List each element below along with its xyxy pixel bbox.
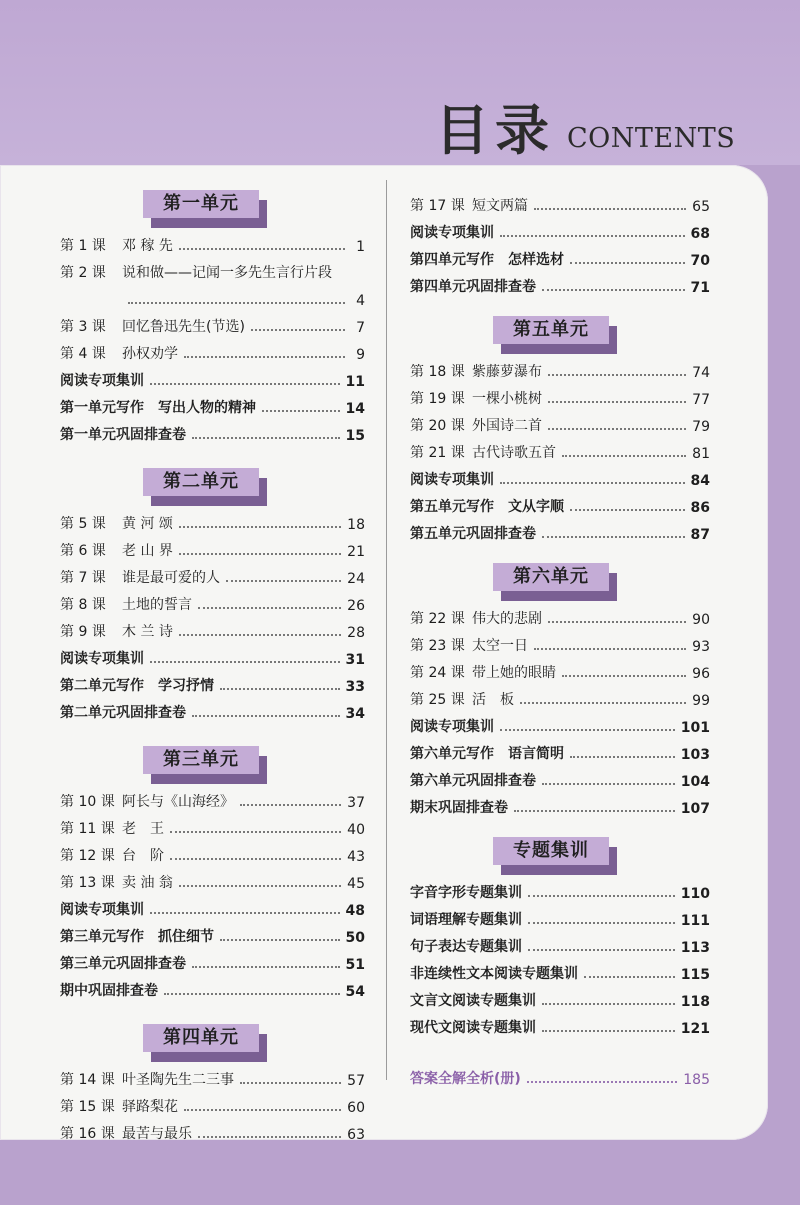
section-entry[interactable] xyxy=(60,946,365,973)
unit-heading xyxy=(143,746,365,784)
page-number: 113 xyxy=(680,940,710,956)
entry-title: 阿长与《山海经》 xyxy=(122,794,234,810)
leader-dots xyxy=(184,1109,341,1111)
page-number: 14 xyxy=(345,401,365,417)
page-number: 77 xyxy=(692,392,710,408)
entry-title: 第二单元巩固排查卷 xyxy=(60,705,186,721)
lesson-number: 第 18 课 xyxy=(410,364,465,380)
entry-title: 第五单元写作 文从字顺 xyxy=(410,499,564,515)
lesson-entry[interactable] xyxy=(410,354,710,381)
lesson-entry[interactable] xyxy=(410,682,710,709)
page-number: 18 xyxy=(347,517,365,533)
section-entry[interactable] xyxy=(60,973,365,1000)
leader-dots xyxy=(500,235,685,237)
lesson-number: 第 20 课 xyxy=(410,418,465,434)
page-number: 31 xyxy=(345,652,365,668)
lesson-number: 第 15 课 xyxy=(60,1099,115,1115)
section-entry[interactable] xyxy=(60,668,365,695)
lesson-entry[interactable] xyxy=(60,838,365,865)
page-number: 103 xyxy=(680,747,710,763)
entry-title: 邓 稼 先 xyxy=(122,238,173,254)
page-number: 79 xyxy=(692,419,710,435)
leader-dots xyxy=(170,858,341,860)
section-entry[interactable] xyxy=(60,417,365,444)
section-entry[interactable] xyxy=(410,763,710,790)
section-entry[interactable] xyxy=(410,875,710,902)
lesson-entry[interactable] xyxy=(410,601,710,628)
leader-dots xyxy=(528,895,675,897)
right-column xyxy=(410,188,710,1088)
page-number: 24 xyxy=(347,571,365,587)
unit-heading-label: 第四单元 xyxy=(143,1024,259,1052)
lesson-number: 第 1 课 xyxy=(60,238,106,254)
unit-heading-label: 第六单元 xyxy=(493,563,609,591)
entry-title: 卖 油 翁 xyxy=(122,875,173,891)
lesson-entry[interactable] xyxy=(410,381,710,408)
lesson-number: 第 16 课 xyxy=(60,1126,115,1142)
entry-title: 土地的誓言 xyxy=(122,597,192,613)
page-number: 81 xyxy=(692,446,710,462)
title-english: CONTENTS xyxy=(567,123,736,154)
page-number: 51 xyxy=(345,957,365,973)
entry-title: 期中巩固排查卷 xyxy=(60,983,158,999)
leader-dots xyxy=(128,302,345,304)
lesson-number: 第 2 课 xyxy=(60,265,106,281)
lesson-number: 第 25 课 xyxy=(410,692,465,708)
leader-dots xyxy=(514,810,675,812)
page-title xyxy=(435,88,736,162)
entry-title: 第五单元巩固排查卷 xyxy=(410,526,536,542)
left-column xyxy=(60,190,365,1143)
unit-heading-label: 第二单元 xyxy=(143,468,259,496)
section-entry[interactable] xyxy=(410,736,710,763)
entry-title: 木 兰 诗 xyxy=(122,624,173,640)
leader-dots xyxy=(198,607,341,609)
lesson-number: 第 19 课 xyxy=(410,391,465,407)
section-entry[interactable] xyxy=(410,709,710,736)
entry-title: 老 王 xyxy=(122,821,164,837)
section-entry[interactable] xyxy=(60,892,365,919)
section-entry[interactable] xyxy=(60,390,365,417)
lesson-entry[interactable] xyxy=(60,309,365,336)
page-number: 121 xyxy=(680,1021,710,1037)
section-entry[interactable] xyxy=(60,695,365,722)
entry-title: 阅读专项集训 xyxy=(410,225,494,241)
section-entry[interactable] xyxy=(410,269,710,296)
page-number: 37 xyxy=(347,795,365,811)
unit-heading xyxy=(143,1024,365,1062)
entry-title: 阅读专项集训 xyxy=(410,472,494,488)
section-entry[interactable] xyxy=(410,215,710,242)
entry-title: 台 阶 xyxy=(122,848,164,864)
entry-title: 活 板 xyxy=(472,692,514,708)
leader-dots xyxy=(179,248,345,250)
column-divider xyxy=(386,180,387,1080)
leader-dots xyxy=(170,831,341,833)
leader-dots xyxy=(150,912,340,914)
section-entry[interactable] xyxy=(410,489,710,516)
page-number: 99 xyxy=(692,693,710,709)
leader-dots xyxy=(562,675,686,677)
unit-heading xyxy=(493,563,710,601)
lesson-entry[interactable] xyxy=(60,614,365,641)
entry-title: 第三单元写作 抓住细节 xyxy=(60,929,214,945)
page-number: 86 xyxy=(690,500,710,516)
entry-title: 第四单元巩固排查卷 xyxy=(410,279,536,295)
entry-title: 第六单元写作 语言简明 xyxy=(410,746,564,762)
lesson-entry[interactable] xyxy=(60,506,365,533)
page-number: 96 xyxy=(692,666,710,682)
entry-title: 谁是最可爱的人 xyxy=(122,570,220,586)
section-entry[interactable] xyxy=(60,363,365,390)
page-number: 90 xyxy=(692,612,710,628)
title-chinese: 目录 xyxy=(435,99,555,162)
page-number: 48 xyxy=(345,903,365,919)
unit-heading-label: 专题集训 xyxy=(493,837,609,865)
section-entry[interactable] xyxy=(410,790,710,817)
lesson-number: 第 13 课 xyxy=(60,875,115,891)
lesson-entry[interactable] xyxy=(410,628,710,655)
spacer xyxy=(410,817,710,837)
page-number: 65 xyxy=(692,199,710,215)
leader-dots xyxy=(520,702,686,704)
lesson-number: 第 4 课 xyxy=(60,346,106,362)
entry-title: 说和做——记闻一多先生言行片段 xyxy=(122,265,332,281)
page-number: 93 xyxy=(692,639,710,655)
lesson-entry[interactable] xyxy=(410,655,710,682)
lesson-number: 第 17 课 xyxy=(410,198,465,214)
entry-title: 阅读专项集训 xyxy=(410,719,494,735)
page-number: 28 xyxy=(347,625,365,641)
unit-heading-label: 第五单元 xyxy=(493,316,609,344)
page-number: 15 xyxy=(345,428,365,444)
leader-dots xyxy=(570,262,685,264)
page-number: 87 xyxy=(690,527,710,543)
leader-dots xyxy=(150,383,340,385)
spacer xyxy=(410,543,710,563)
lesson-number: 第 9 课 xyxy=(60,624,106,640)
unit-heading xyxy=(493,837,710,875)
entry-title: 答案全解全析(册) xyxy=(410,1071,521,1087)
entry-title: 回忆鲁迅先生(节选) xyxy=(122,319,245,335)
page-number: 34 xyxy=(345,706,365,722)
spacer xyxy=(60,1000,365,1024)
page-number: 101 xyxy=(680,720,710,736)
unit-heading xyxy=(493,316,710,354)
leader-dots xyxy=(548,428,686,430)
lesson-entry[interactable] xyxy=(60,1116,365,1143)
section-entry[interactable] xyxy=(410,983,710,1010)
lesson-entry[interactable] xyxy=(60,1062,365,1089)
leader-dots xyxy=(184,356,345,358)
lesson-number: 第 22 课 xyxy=(410,611,465,627)
section-entry[interactable] xyxy=(60,919,365,946)
lesson-entry[interactable] xyxy=(410,408,710,435)
lesson-entry-continued[interactable] xyxy=(60,282,365,309)
leader-dots xyxy=(527,1081,677,1083)
page-number: 26 xyxy=(347,598,365,614)
section-entry[interactable] xyxy=(60,641,365,668)
leader-dots xyxy=(500,729,675,731)
page-number: 54 xyxy=(345,984,365,1000)
page-number: 50 xyxy=(345,930,365,946)
entry-title: 太空一日 xyxy=(472,638,528,654)
lesson-number: 第 21 课 xyxy=(410,445,465,461)
lesson-entry[interactable] xyxy=(60,811,365,838)
page-number: 118 xyxy=(680,994,710,1010)
leader-dots xyxy=(192,715,340,717)
entry-title: 阅读专项集训 xyxy=(60,902,144,918)
leader-dots xyxy=(198,1136,341,1138)
entry-title: 文言文阅读专题集训 xyxy=(410,993,536,1009)
leader-dots xyxy=(534,648,686,650)
lesson-number: 第 24 课 xyxy=(410,665,465,681)
lesson-number: 第 23 课 xyxy=(410,638,465,654)
leader-dots xyxy=(220,688,340,690)
entry-title: 第一单元巩固排查卷 xyxy=(60,427,186,443)
unit-heading-label: 第一单元 xyxy=(143,190,259,218)
entry-title: 现代文阅读专题集训 xyxy=(410,1020,536,1036)
entry-title: 句子表达专题集训 xyxy=(410,939,522,955)
page-number: 110 xyxy=(680,886,710,902)
leader-dots xyxy=(179,553,341,555)
lesson-number: 第 14 课 xyxy=(60,1072,115,1088)
entry-title: 紫藤萝瀑布 xyxy=(472,364,542,380)
page-number: 70 xyxy=(690,253,710,269)
section-entry[interactable] xyxy=(410,1010,710,1037)
page-number: 43 xyxy=(347,849,365,865)
page-number: 33 xyxy=(345,679,365,695)
entry-title: 第四单元写作 怎样选材 xyxy=(410,252,564,268)
entry-title: 带上她的眼睛 xyxy=(472,665,556,681)
spacer xyxy=(60,444,365,468)
leader-dots xyxy=(179,526,341,528)
answer-key-entry[interactable] xyxy=(410,1061,710,1088)
section-entry[interactable] xyxy=(410,902,710,929)
lesson-number: 第 5 课 xyxy=(60,516,106,532)
section-entry[interactable] xyxy=(410,929,710,956)
entry-title: 阅读专项集训 xyxy=(60,373,144,389)
leader-dots xyxy=(584,976,675,978)
lesson-entry[interactable] xyxy=(60,1089,365,1116)
spacer xyxy=(60,722,365,746)
page-number: 111 xyxy=(680,913,710,929)
entry-title: 孙权劝学 xyxy=(122,346,178,362)
entry-title: 驿路梨花 xyxy=(122,1099,178,1115)
page-number: 40 xyxy=(347,822,365,838)
lesson-entry[interactable] xyxy=(60,865,365,892)
leader-dots xyxy=(179,634,341,636)
page-number: 104 xyxy=(680,774,710,790)
entry-title: 第一单元写作 写出人物的精神 xyxy=(60,400,256,416)
lesson-number: 第 10 课 xyxy=(60,794,115,810)
lesson-entry[interactable] xyxy=(60,336,365,363)
lesson-entry[interactable] xyxy=(410,188,710,215)
entry-title: 期末巩固排查卷 xyxy=(410,800,508,816)
leader-dots xyxy=(542,783,675,785)
leader-dots xyxy=(262,410,340,412)
entry-title: 伟大的悲剧 xyxy=(472,611,542,627)
entry-title: 最苦与最乐 xyxy=(122,1126,192,1142)
entry-title: 古代诗歌五首 xyxy=(472,445,556,461)
entry-title: 第二单元写作 学习抒情 xyxy=(60,678,214,694)
page-number: 115 xyxy=(680,967,710,983)
leader-dots xyxy=(548,374,686,376)
leader-dots xyxy=(542,1030,675,1032)
lesson-entry[interactable] xyxy=(60,255,365,282)
unit-heading xyxy=(143,190,365,228)
section-entry[interactable] xyxy=(410,956,710,983)
leader-dots xyxy=(528,922,675,924)
lesson-number: 第 6 课 xyxy=(60,543,106,559)
leader-dots xyxy=(562,455,686,457)
page-number: 185 xyxy=(683,1072,710,1088)
entry-title: 阅读专项集训 xyxy=(60,651,144,667)
entry-title: 老 山 界 xyxy=(122,543,173,559)
leader-dots xyxy=(570,756,675,758)
leader-dots xyxy=(542,536,685,538)
lesson-number: 第 7 课 xyxy=(60,570,106,586)
page-number: 60 xyxy=(347,1100,365,1116)
leader-dots xyxy=(542,1003,675,1005)
leader-dots xyxy=(500,482,685,484)
entry-title: 第三单元巩固排查卷 xyxy=(60,956,186,972)
entry-title: 词语理解专题集训 xyxy=(410,912,522,928)
page-number: 71 xyxy=(690,280,710,296)
lesson-entry[interactable] xyxy=(60,784,365,811)
section-entry[interactable] xyxy=(410,462,710,489)
page-number: 57 xyxy=(347,1073,365,1089)
leader-dots xyxy=(251,329,345,331)
entry-title: 叶圣陶先生二三事 xyxy=(122,1072,234,1088)
lesson-entry[interactable] xyxy=(60,560,365,587)
unit-heading-label: 第三单元 xyxy=(143,746,259,774)
page-number: 84 xyxy=(690,473,710,489)
leader-dots xyxy=(240,1082,341,1084)
leader-dots xyxy=(534,208,686,210)
page-number: 74 xyxy=(692,365,710,381)
page-number: 107 xyxy=(680,801,710,817)
lesson-entry[interactable] xyxy=(60,533,365,560)
leader-dots xyxy=(192,966,340,968)
leader-dots xyxy=(226,580,341,582)
section-entry[interactable] xyxy=(410,242,710,269)
leader-dots xyxy=(150,661,340,663)
spacer xyxy=(410,296,710,316)
leader-dots xyxy=(164,993,340,995)
leader-dots xyxy=(179,885,341,887)
leader-dots xyxy=(542,289,685,291)
page-number: 21 xyxy=(347,544,365,560)
entry-title: 外国诗二首 xyxy=(472,418,542,434)
entry-title: 非连续性文本阅读专题集训 xyxy=(410,966,578,982)
page-number: 45 xyxy=(347,876,365,892)
page-number: 9 xyxy=(356,347,365,363)
leader-dots xyxy=(220,939,340,941)
entry-title: 黄 河 颂 xyxy=(122,516,173,532)
lesson-number: 第 8 课 xyxy=(60,597,106,613)
page-number: 63 xyxy=(347,1127,365,1143)
lesson-entry[interactable] xyxy=(410,435,710,462)
lesson-entry[interactable] xyxy=(60,228,365,255)
lesson-entry[interactable] xyxy=(60,587,365,614)
leader-dots xyxy=(240,804,341,806)
entry-title: 字音字形专题集训 xyxy=(410,885,522,901)
leader-dots xyxy=(548,621,686,623)
page-number: 11 xyxy=(345,374,365,390)
unit-heading xyxy=(143,468,365,506)
entry-title: 短文两篇 xyxy=(472,198,528,214)
lesson-number: 第 3 课 xyxy=(60,319,106,335)
page-number: 4 xyxy=(356,293,365,309)
entry-title: 第六单元巩固排查卷 xyxy=(410,773,536,789)
entry-title: 一棵小桃树 xyxy=(472,391,542,407)
leader-dots xyxy=(192,437,340,439)
lesson-number: 第 12 课 xyxy=(60,848,115,864)
leader-dots xyxy=(548,401,686,403)
page-number: 7 xyxy=(356,320,365,336)
page-number: 1 xyxy=(356,239,365,255)
leader-dots xyxy=(528,949,675,951)
page-number: 68 xyxy=(690,226,710,242)
leader-dots xyxy=(570,509,685,511)
section-entry[interactable] xyxy=(410,516,710,543)
spacer xyxy=(410,1037,710,1061)
lesson-number: 第 11 课 xyxy=(60,821,115,837)
